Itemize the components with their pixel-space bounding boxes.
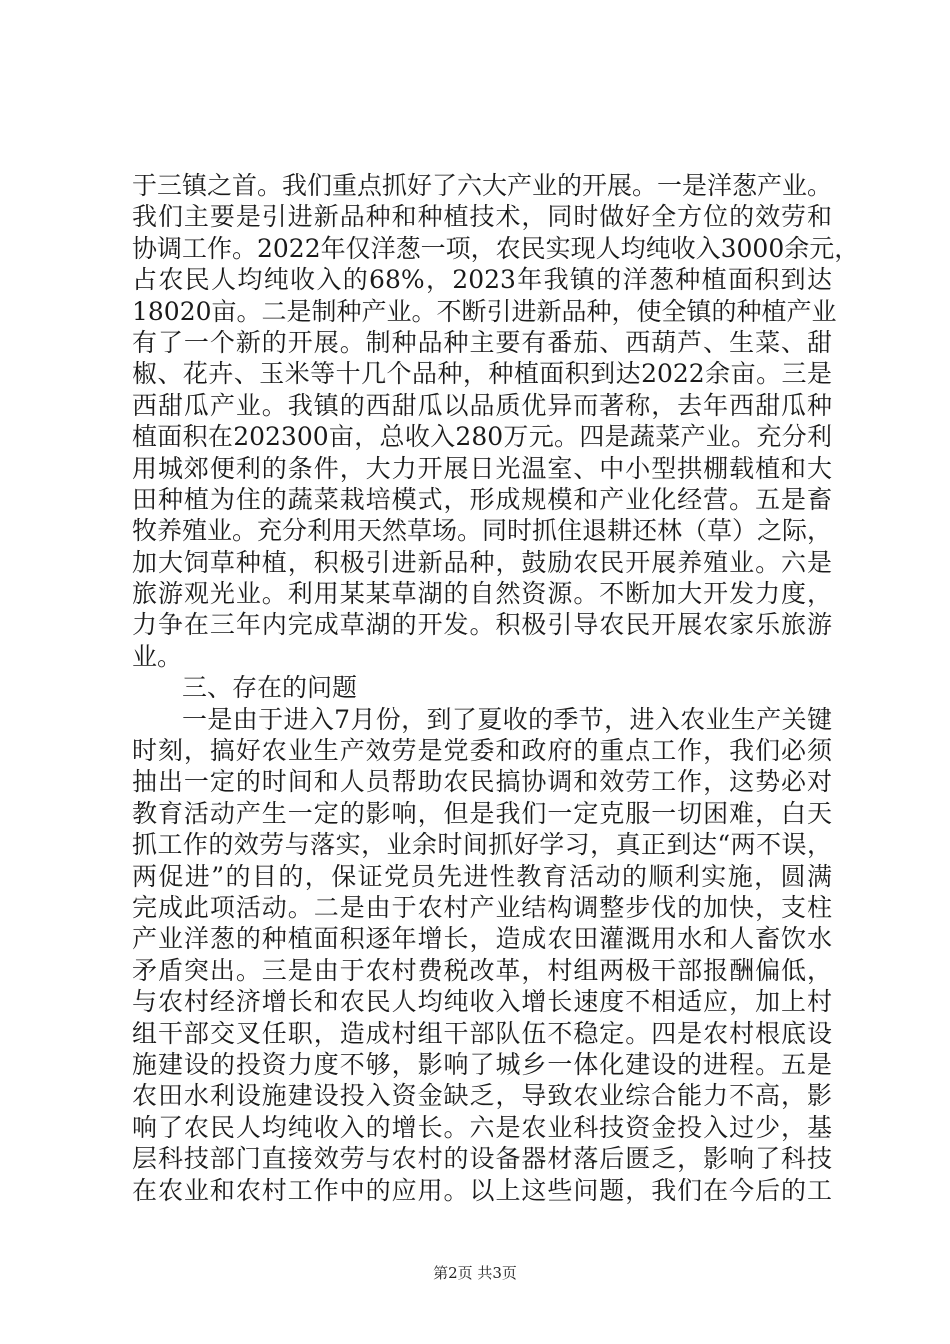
text-line: 矛盾突出。三是由于农村费税改革，村组两极干部报酬偏低， (132, 955, 832, 985)
text-line: 在农业和农村工作中的应用。以上这些问题，我们在今后的工 (132, 1175, 832, 1205)
text-line: 教育活动产生一定的影响，但是我们一定克服一切困难，白天 (132, 798, 832, 828)
text-line: 植面积在202300亩，总收入280万元。四是蔬菜产业。充分利 (132, 422, 832, 452)
text-line: 占农民人均纯收入的68%，2023年我镇的洋葱种植面积到达 (132, 265, 832, 295)
text-line: 协调工作。2022年仅洋葱一项，农民实现人均纯收入3000余元， (132, 233, 860, 263)
text-line: 我们主要是引进新品种和种植技术，同时做好全方位的效劳和 (132, 202, 832, 232)
text-line: 于三镇之首。我们重点抓好了六大产业的开展。一是洋葱产业。 (132, 171, 833, 200)
text-line: 产业洋葱的种植面积逐年增长，造成农田灌溉用水和人畜饮水 (132, 924, 832, 954)
text-line: 用城郊便利的条件，大力开展日光温室、中小型拱棚载植和大 (132, 453, 832, 483)
text-line: 加大饲草种植，积极引进新品种，鼓励农民开展养殖业。六是 (132, 547, 832, 577)
text-line: 组干部交叉任职，造成村组干部队伍不稳定。四是农村根底设 (132, 1018, 832, 1048)
text-line: 有了一个新的开展。制种品种主要有番茄、西葫芦、生菜、甜 (132, 327, 832, 357)
body-text (132, 170, 860, 1206)
text-line: 18020亩。二是制种产业。不断引进新品种，使全镇的种植产业 (132, 296, 837, 326)
page-number: 第2页 共3页 (433, 1264, 517, 1282)
text-line: 两促进”的目的，保证党员先进性教育活动的顺利实施，圆满 (132, 861, 832, 891)
text-line: 一是由于进入7月份，到了夏收的季节，进入农业生产关键 (182, 704, 832, 734)
text-line: 完成此项活动。二是由于农村产业结构调整步伐的加快，支柱 (132, 892, 832, 922)
text-line: 旅游观光业。利用某某草湖的自然资源。不断加大开发力度， (132, 579, 832, 609)
text-line: 椒、花卉、玉米等十几个品种，种植面积到达2022余亩。三是 (132, 359, 832, 389)
text-line: 时刻，搞好农业生产效劳是党委和政府的重点工作，我们必须 (132, 736, 832, 766)
text-line: 抽出一定的时间和人员帮助农民搞协调和效劳工作，这势必对 (132, 767, 832, 797)
text-line: 西甜瓜产业。我镇的西甜瓜以品质优异而著称，去年西甜瓜种 (132, 390, 832, 420)
text-line: 响了农民人均纯收入的增长。六是农业科技资金投入过少，基 (132, 1112, 832, 1142)
section-heading: 三、存在的问题 (182, 673, 358, 703)
text-line: 牧养殖业。充分利用天然草场。同时抓住退耕还林（草）之际， (132, 516, 833, 546)
text-line: 抓工作的效劳与落实，业余时间抓好学习，真正到达“两不误， (132, 830, 832, 860)
text-line: 田种植为住的蔬菜栽培模式，形成规模和产业化经营。五是畜 (132, 484, 832, 514)
text-line: 施建设的投资力度不够，影响了城乡一体化建设的进程。五是 (132, 1049, 832, 1079)
text-line: 业。 (132, 641, 183, 671)
text-line: 层科技部门直接效劳与农村的设备器材落后匮乏，影响了科技 (132, 1144, 832, 1174)
text-line: 力争在三年内完成草湖的开发。积极引导农民开展农家乐旅游 (132, 610, 832, 640)
text-line: 农田水利设施建设投入资金缺乏，导致农业综合能力不高，影 (132, 1081, 832, 1111)
text-line: 与农村经济增长和农民人均纯收入增长速度不相适应，加上村 (132, 987, 832, 1017)
